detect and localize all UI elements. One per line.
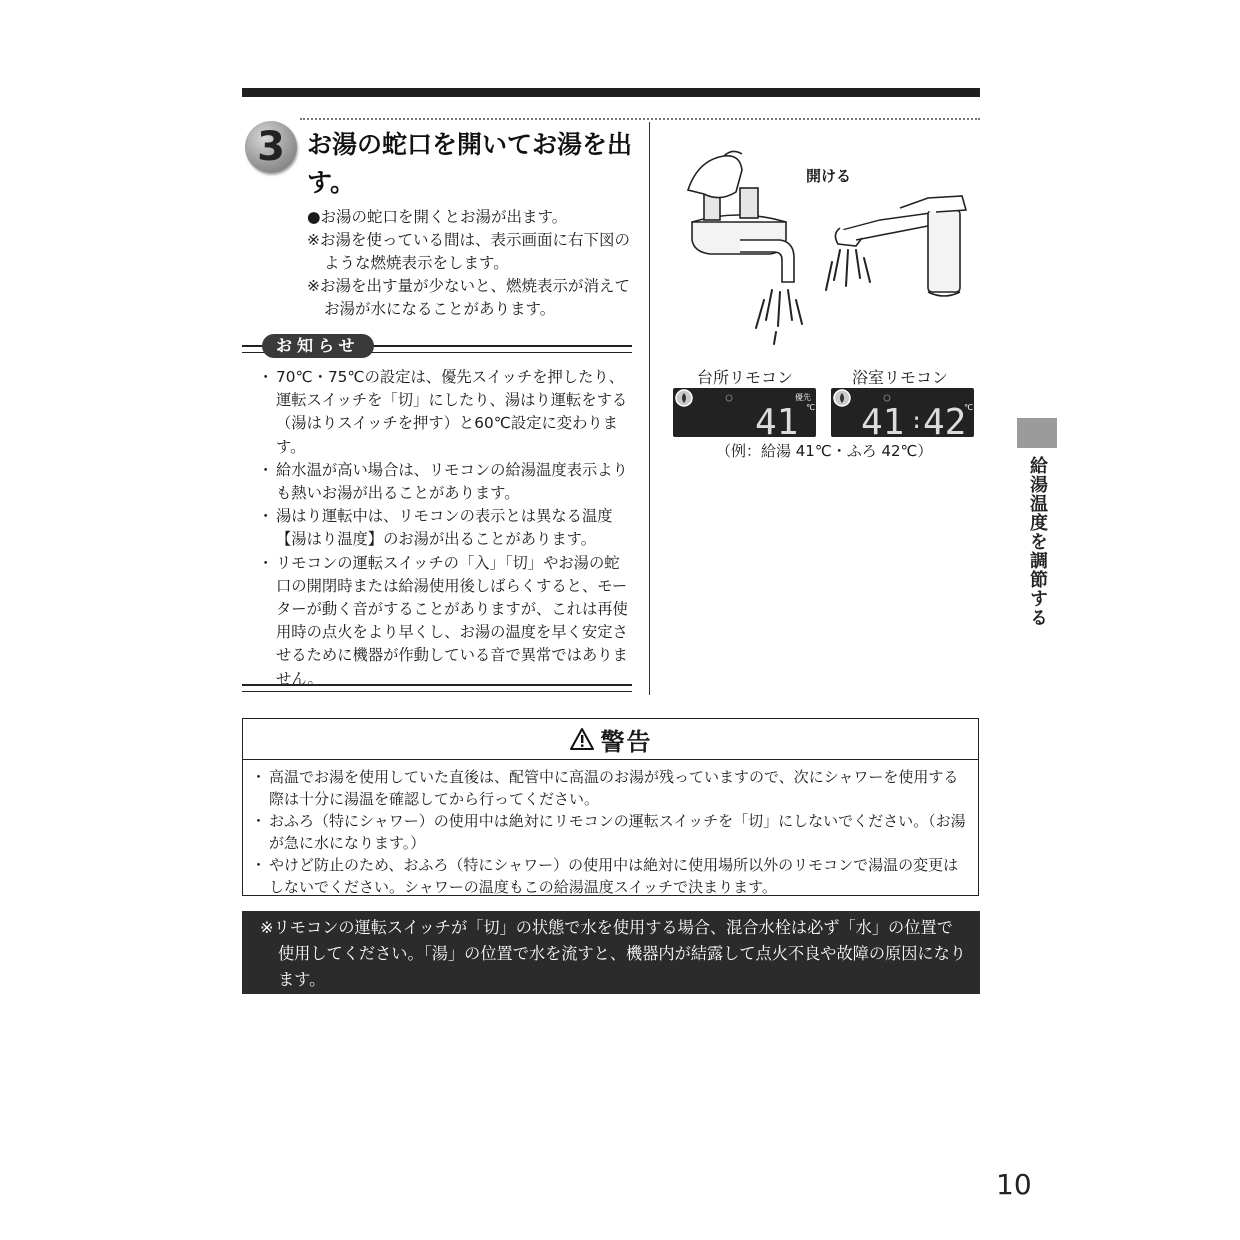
bath-hot-temp: 41 (861, 402, 905, 437)
warning-list (253, 766, 973, 898)
step-title: お湯の蛇口を開いてお湯を出す。 (307, 130, 633, 197)
notice-item: ・ 給水温が高い場合は、リモコンの給湯温度表示よりも熱いお湯が出ることがあります。 (258, 459, 630, 505)
warning-item: ・ やけど防止のため、おふろ（特にシャワー）の使用中は絶対に使用場所以外のリモコンで湯温の変更はしないでください。シャワーの温度もこの給湯温度スイッチで決まります。 (253, 854, 973, 898)
kitchen-temp: 41 (755, 402, 799, 437)
open-label: 開ける (806, 167, 852, 185)
warning-title: 警告 (600, 727, 653, 756)
warning-item: ・ おふろ（特にシャワー）の使用中は絶対にリモコンの運転スイッチを「切」にしないでください。（お湯が急に水になります。） (253, 810, 973, 854)
side-tab-label: 給湯温度を調節する (1027, 456, 1048, 627)
step-body (307, 206, 642, 321)
notice-item: ・ リモコンの運転スイッチの「入」「切」やお湯の蛇口の開閉時または給湯使用後しばらくすると、モーターが動く音がすることがありますが、これは再使用時の点火をより早くし、お湯の温度を早く安定させるために機器が作動している音で異常ではありません。 (258, 552, 630, 691)
page-number: 10 (996, 1168, 1032, 1201)
warning-header (243, 719, 978, 760)
warning-item: ・ 高温でお湯を使用していた直後は、配管中に高温のお湯が残っていますので、次にシャワーを使用する際は十分に湯温を確認してから行ってください。 (253, 766, 973, 810)
dotted-rule (300, 118, 980, 120)
step-number-badge (245, 121, 297, 173)
warning-triangle-icon (569, 727, 595, 751)
bath-unit: ℃ (964, 403, 973, 412)
kitchen-remote-label: 台所リモコン (697, 368, 794, 387)
side-tab-marker (1017, 418, 1057, 448)
kitchen-remote-display (673, 388, 816, 437)
warning-box (242, 718, 979, 896)
bath-remote-label: 浴室リモコン (852, 368, 949, 387)
notice-label: お知らせ (262, 334, 374, 358)
top-rule (242, 88, 980, 97)
step-note-1: ※お湯を使っている間は、表示画面に右下図のような燃焼表示をします。 (307, 231, 630, 272)
column-divider (649, 122, 650, 695)
bath-tub-temp: 42 (923, 402, 967, 437)
notice-list (258, 366, 630, 691)
caution-note-text: ※リモコンの運転スイッチが「切」の状態で水を使用する場合、混合水栓は必ず「水」の位置で使用してください。「湯」の位置で水を流すと、機器内が結露して点火不良や故障の原因になります。 (260, 918, 966, 989)
step-bullet: ●お湯の蛇口を開くとお湯が出ます。 (307, 208, 568, 226)
remote-caption: （例：給湯 41℃・ふろ 42℃） (716, 442, 933, 460)
priority-mark: 優先 (795, 393, 811, 402)
kitchen-unit: ℃ (806, 403, 815, 412)
bath-remote-display (831, 388, 974, 437)
caution-note (242, 911, 980, 994)
step-note-2: ※お湯を出す量が少ないと、燃焼表示が消えてお湯が水になることがあります。 (307, 277, 630, 318)
notice-item: ・ 湯はり運転中は、リモコンの表示とは異なる温度【湯はり温度】のお湯が出ることがあります。 (258, 505, 630, 551)
notice-item: ・ 70℃・75℃の設定は、優先スイッチを押したり、運転スイッチを「切」にしたり、湯はり運転をする（湯はりスイッチを押す）と60℃設定に変わります。 (258, 366, 630, 459)
notice-bottom-rule (242, 684, 632, 692)
svg-text::: : (910, 409, 924, 434)
step-number: 3 (257, 124, 285, 170)
